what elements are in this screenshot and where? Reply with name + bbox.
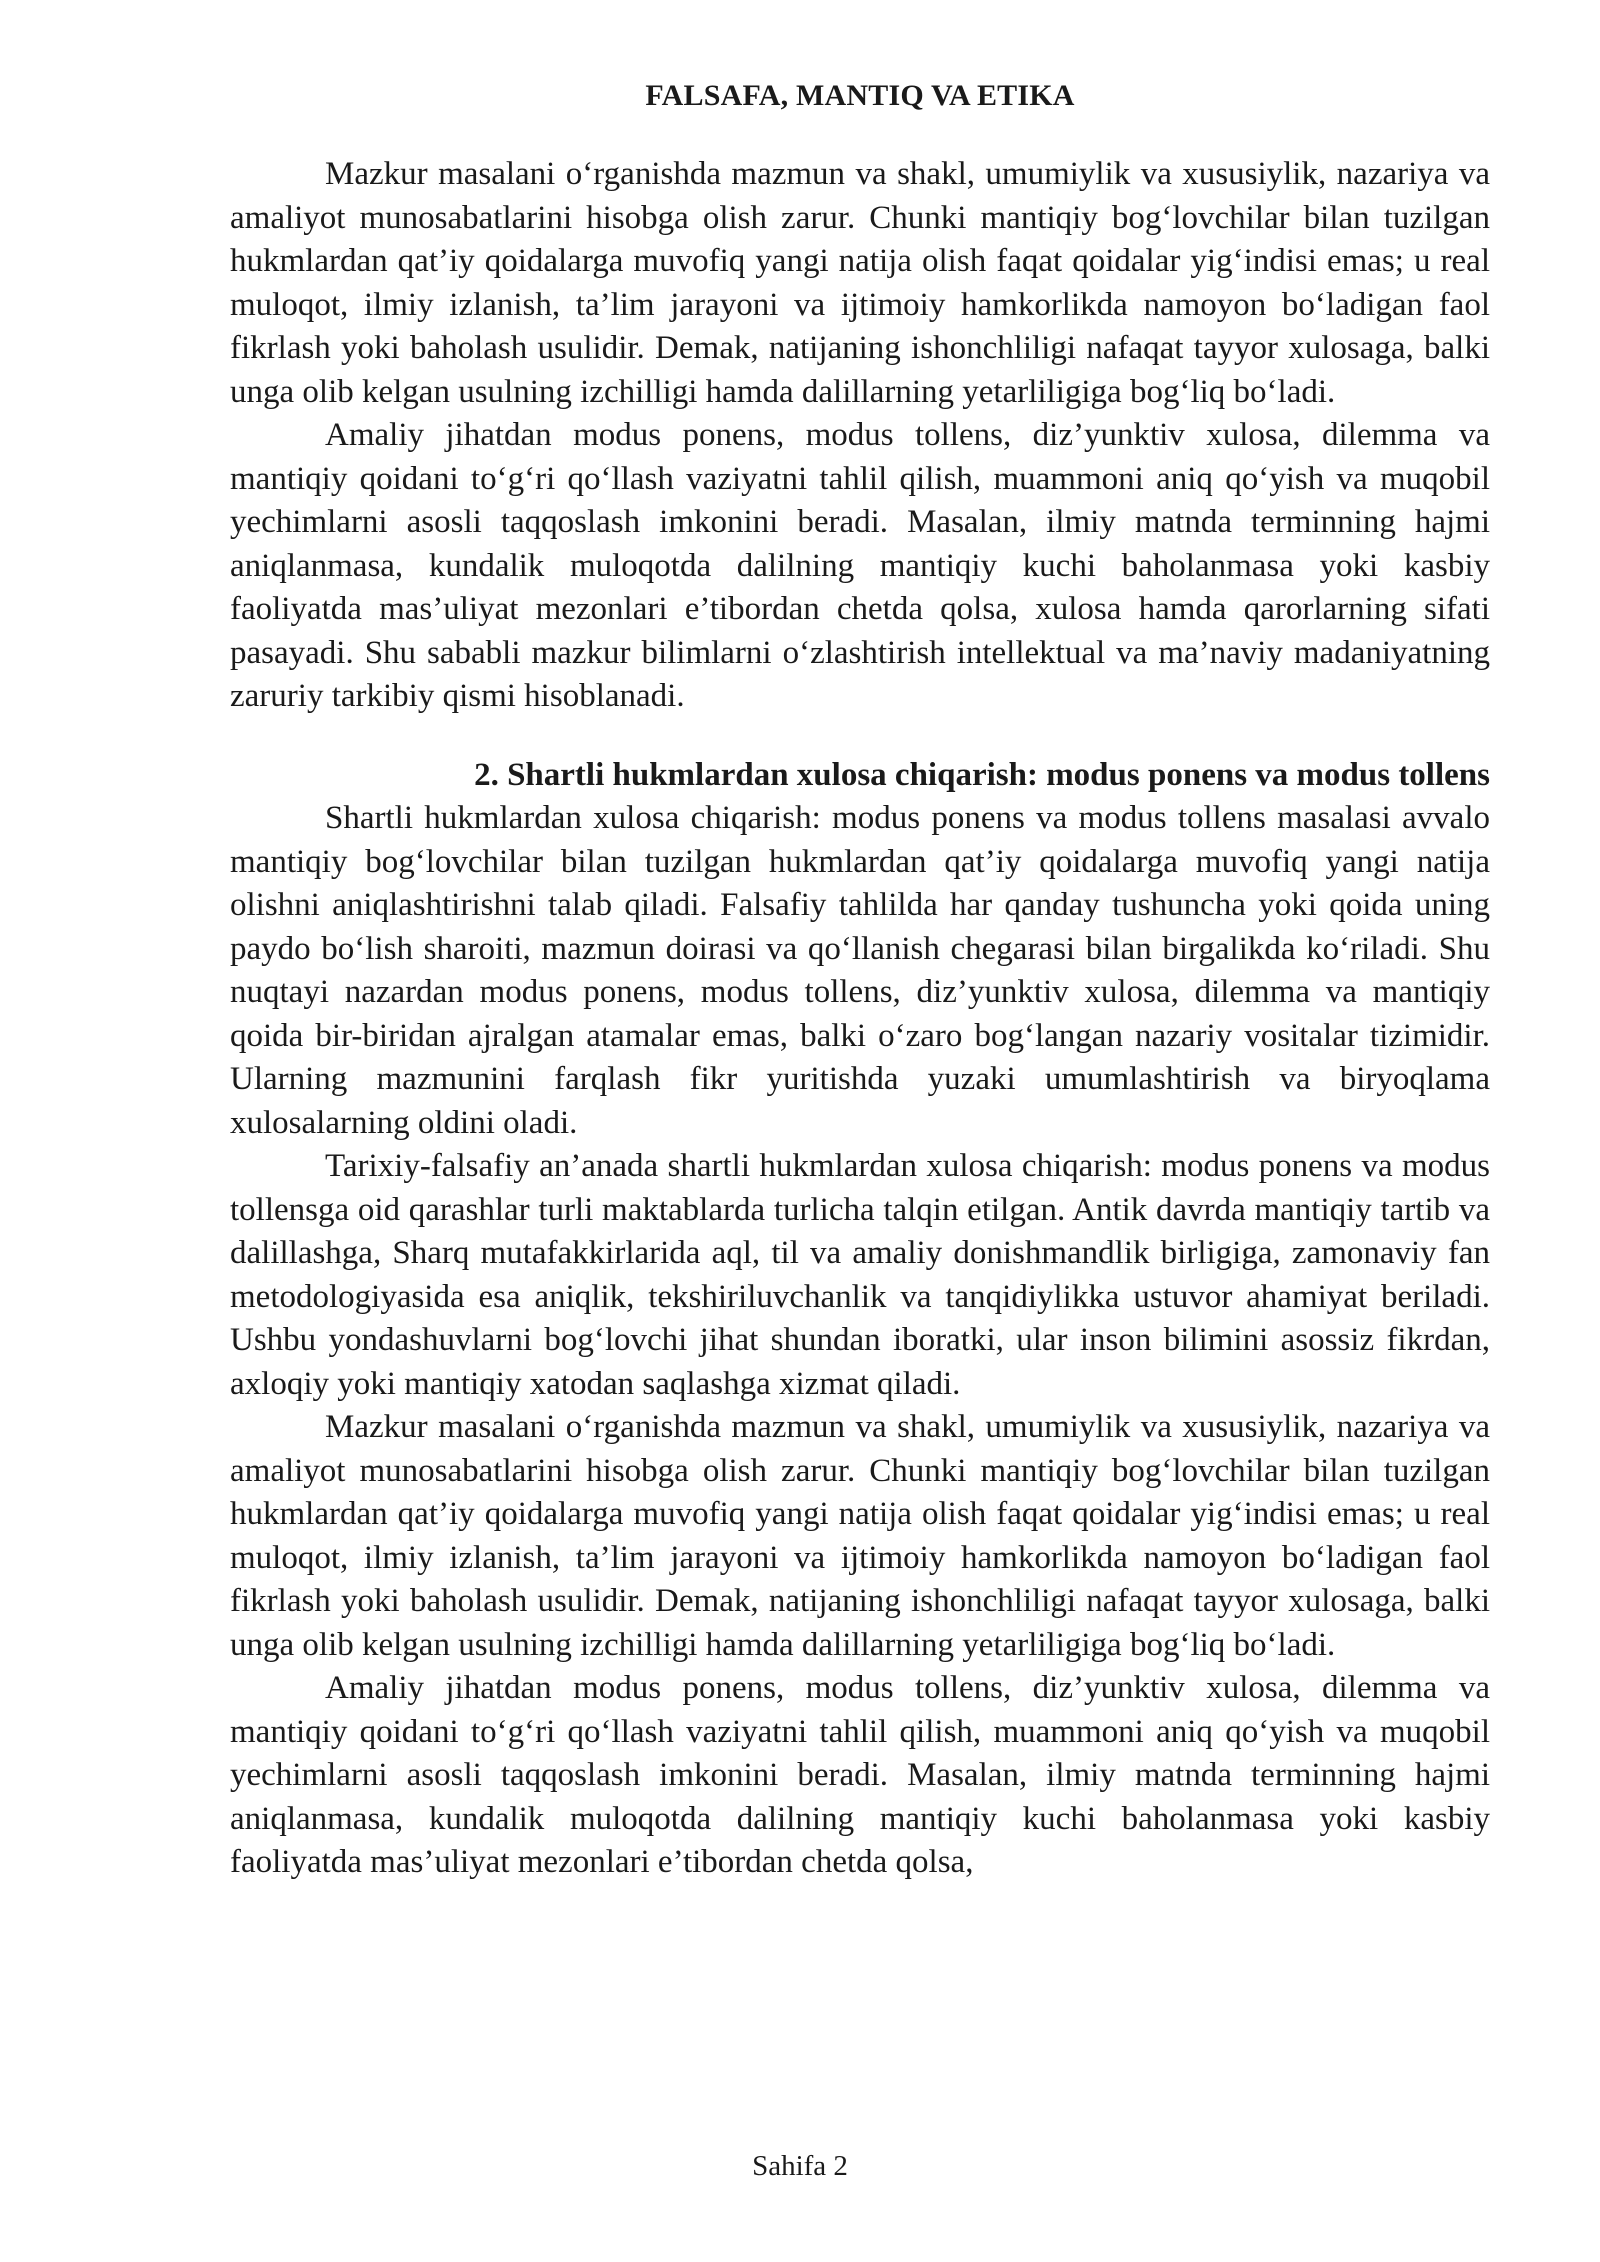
paragraph-5: Mazkur masalani o‘rganishda mazmun va shakl, umumiylik va xususiylik, nazariya va amaliyot munosabatlarini hisobga olish zarur. Chunki mantiqiy bog‘lovchilar bilan tuzilgan hukmlardan qat’iy qoidalarga muvofiq yangi natija olish faqat qoidalar yig‘indisi emas; u real muloqot, ilmiy izlanish, ta’lim jarayoni va ijtimoiy hamkorlikda namoyon bo‘ladigan faol fikrlash yoki baholash usulidir. Demak, natijaning ishonchliligi nafaqat tayyor xulosaga, balki unga olib kelgan usulning izchilligi hamda dalillarning yetarliligiga bog‘liq bo‘ladi. [230,1409,1490,1663]
paragraph-1: Mazkur masalani o‘rganishda mazmun va shakl, umumiylik va xususiylik, nazariya va amaliyot munosabatlarini hisobga olish zarur. Chunki mantiqiy bog‘lovchilar bilan tuzilgan hukmlardan qat’iy qoidalarga muvofiq yangi natija olish faqat qoidalar yig‘indisi emas; u real muloqot, ilmiy izlanish, ta’lim jarayoni va ijtimoiy hamkorlikda namoyon bo‘ladigan faol fikrlash yoki baholash usulidir. Demak, natijaning ishonchliligi nafaqat tayyor xulosaga, balki unga olib kelgan usulning izchilligi hamda dalillarning yetarliligiga bog‘liq bo‘ladi. [230,156,1490,410]
paragraph-6: Amaliy jihatdan modus ponens, modus tollens, diz’yunktiv xulosa, dilemma va mantiqiy qoidani to‘g‘ri qo‘llash vaziyatni tahlil qilish, muammoni aniq qo‘yish va muqobil yechimlarni asosli taqqoslash imkonini beradi. Masalan, ilmiy matnda terminning hajmi aniqlanmasa, kundalik muloqotda dalilning mantiqiy kuchi baholanmasa yoki kasbiy faoliyatda mas’uliyat mezonlari e’tibordan chetda qolsa, [230,1670,1490,1880]
paragraph-2: Amaliy jihatdan modus ponens, modus tollens, diz’yunktiv xulosa, dilemma va mantiqiy qoidani to‘g‘ri qo‘llash vaziyatni tahlil qilish, muammoni aniq qo‘yish va muqobil yechimlarni asosli taqqoslash imkonini beradi. Masalan, ilmiy matnda terminning hajmi aniqlanmasa, kundalik muloqotda dalilning mantiqiy kuchi baholanmasa yoki kasbiy faoliyatda mas’uliyat mezonlari e’tibordan chetda qolsa, xulosa hamda qarorlarning sifati pasayadi. Shu sababli mazkur bilimlarni o‘zlashtirish intellektual va ma’naviy madaniyatning zaruriy tarkibiy qismi hisoblanadi. [230,417,1490,714]
running-header: FALSAFA, MANTIQ VA ETIKA [645,79,1075,112]
paragraph-4: Tarixiy-falsafiy an’anada shartli hukmlardan xulosa chiqarish: modus ponens va modus tollensga oid qarashlar turli maktablarda turlicha talqin etilgan. Antik davrda mantiqiy tartib va dalillashga, Sharq mutafakkirlarida aql, til va amaliy donishmandlik birligiga, zamonaviy fan metodologiyasida esa aniqlik, tekshiriluvchanlik va tanqidiylikka ustuvor ahamiyat beriladi. Ushbu yondashuvlarni bog‘lovchi jihat shundan iboratki, ular inson bilimini asossiz fikrdan, axloqiy yoki mantiqiy xatodan saqlashga xizmat qiladi. [230,1148,1490,1402]
document-body [230,153,1490,1885]
paragraph-3: Shartli hukmlardan xulosa chiqarish: modus ponens va modus tollens masalasi avvalo mantiqiy bog‘lovchilar bilan tuzilgan hukmlardan qat’iy qoidalarga muvofiq yangi natija olishni aniqlashtirishni talab qiladi. Falsafiy tahlilda har qanday tushuncha yoki qoida uning paydo bo‘lish sharoiti, mazmun doirasi va qo‘llanish chegarasi bilan birgalikda ko‘riladi. Shu nuqtayi nazardan modus ponens, modus tollens, diz’yunktiv xulosa, dilemma va mantiqiy qoida bir-biridan ajralgan atamalar emas, balki o‘zaro bog‘langan nazariy vositalar tizimidir. Ularning mazmunini farqlash fikr yuritishda yuzaki umumlashtirish va biryoqlama xulosalarning oldini oladi. [230,800,1490,1141]
section-heading: 2. Shartli hukmlardan xulosa chiqarish: modus ponens va modus tollens [474,756,1490,793]
page-number: Sahifa 2 [752,2150,848,2182]
